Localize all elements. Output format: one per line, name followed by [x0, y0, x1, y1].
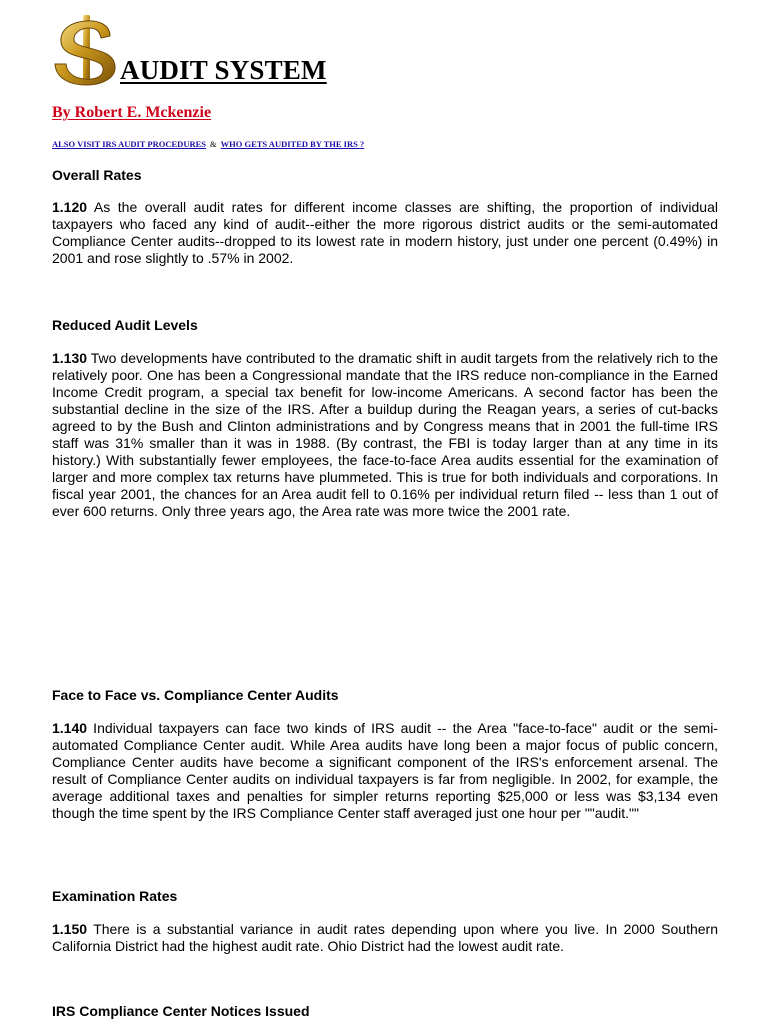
paragraph-number: 1.130 [52, 350, 88, 366]
related-links [52, 139, 364, 149]
paragraph-text: Individual taxpayers can face two kinds of IRS audit -- the Area "face-to-face" audit or the semi-automated Compliance Center audit. While Area audits have long been a major focus of public concern, Compliance Center audits have become a significant component of the IRS's enforcement arsenal. The result of Compliance Center audits on individual taxpayers is far from negligible. In 2002, for example, the average additional taxes and penalties for simpler returns reporting $25,000 or less was $3,134 even though the time spent by the IRS Compliance Center staff averaged just one hour per ""audit."" [52, 720, 718, 821]
paragraph-text: As the overall audit rates for different income classes are shifting, the proportion of individual taxpayers who faced any kind of audit--either the more rigorous district audits or the semi-automated Compliance Center audits--dropped to its lowest rate in modern history, just under one percent (0.49%) in 2001 and rose slightly to .57% in 2002. [52, 199, 718, 266]
who-gets-audited-link[interactable]: WHO GETS AUDITED BY THE IRS ? [220, 139, 365, 149]
paragraph-number: 1.150 [52, 921, 88, 937]
paragraph-text: There is a substantial variance in audit rates depending upon where you live. In 2000 Southern California District had the highest audit rate. Ohio District had the lowest audit rate. [52, 921, 718, 954]
gold-dollar-sign-icon [52, 14, 122, 86]
paragraph-1-150 [52, 921, 718, 955]
paragraph-number: 1.120 [52, 199, 88, 215]
section-heading-compliance-notices: IRS Compliance Center Notices Issued [52, 1003, 310, 1019]
author-byline: By Robert E. Mckenzie [52, 104, 212, 121]
section-heading-examination-rates: Examination Rates [52, 888, 178, 904]
page-title: AUDIT SYSTEM [120, 55, 327, 85]
link-separator: & [210, 139, 217, 149]
irs-audit-procedures-link[interactable]: ALSO VISIT IRS AUDIT PROCEDURES [52, 139, 206, 149]
paragraph-number: 1.140 [52, 720, 88, 736]
section-heading-reduced-audit-levels: Reduced Audit Levels [52, 317, 198, 333]
paragraph-1-140 [52, 720, 718, 822]
section-heading-overall-rates: Overall Rates [52, 167, 142, 183]
paragraph-1-130 [52, 350, 718, 520]
section-heading-face-to-face: Face to Face vs. Compliance Center Audits [52, 687, 339, 703]
paragraph-text: Two developments have contributed to the dramatic shift in audit targets from the relatively rich to the relatively poor. One has been a Congressional mandate that the IRS reduce non-compliance in the Earned Income Credit program, a special tax benefit for low-income Americans. A second factor has been the substantial decline in the size of the IRS. After a buildup during the Reagan years, a series of cut-backs agreed to by the Bush and Clinton administrations and by Congress means that in 2001 the full-time IRS staff was 31% smaller than it was in 1988. (By contrast, the FBI is today larger than at any time in its history.) With substantially fewer employees, the face-to-face Area audits essential for the examination of larger and more complex tax returns have plummeted. This is true for both individuals and corporations. In fiscal year 2001, the chances for an Area audit fell to 0.16% per individual return filed -- less than 1 out of ever 600 returns. Only three years ago, the Area rate was more twice the 2001 rate. [52, 350, 718, 519]
header [52, 0, 718, 92]
paragraph-1-120 [52, 199, 718, 267]
document-page [52, 0, 718, 1019]
